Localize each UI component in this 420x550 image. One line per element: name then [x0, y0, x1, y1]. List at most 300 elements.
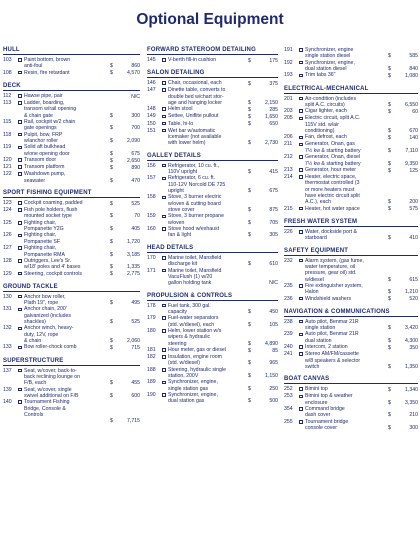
option-description [168, 57, 248, 63]
currency-symbol: $ [388, 108, 391, 115]
description-line: Helm stool [168, 106, 193, 113]
option-description [24, 245, 110, 258]
section [3, 190, 140, 278]
section-title: SUPERSTRUCTURE [3, 358, 140, 366]
option-number: 255 [284, 418, 293, 425]
option-item [284, 331, 418, 344]
checkbox[interactable] [299, 333, 303, 337]
option-price: 650 [269, 121, 278, 128]
option-item [284, 229, 418, 242]
description-line: pressure, gear oil) std. [305, 270, 357, 277]
option-description [168, 80, 248, 86]
option-description [24, 132, 110, 145]
option-description [168, 354, 248, 367]
option-number: 239 [284, 331, 293, 338]
option-description [24, 207, 110, 220]
option-item [3, 70, 140, 77]
checkbox[interactable] [18, 133, 22, 137]
option-item [284, 108, 418, 115]
option-item [3, 418, 140, 424]
currency-symbol: $ [110, 345, 113, 352]
currency-symbol: $ [248, 80, 251, 87]
description-line: capacity [168, 308, 188, 315]
checkbox[interactable] [18, 369, 22, 373]
option-item [147, 113, 278, 120]
option-number: 147 [147, 87, 156, 94]
description-line: conditioning) [305, 128, 335, 134]
checkbox[interactable] [18, 388, 22, 392]
currency-symbol: $ [388, 325, 391, 332]
checkbox[interactable] [18, 94, 22, 98]
option-item [3, 164, 140, 171]
description-line: Solid aft bulkhead [24, 144, 66, 151]
description-line: Hawse pipe, pair [24, 92, 63, 99]
option-item [147, 121, 278, 128]
currency-symbol: $ [388, 344, 391, 351]
checkbox[interactable] [18, 58, 22, 62]
option-item [147, 194, 278, 213]
option-description [305, 319, 388, 332]
checkbox[interactable] [299, 48, 303, 52]
checkbox[interactable] [299, 352, 303, 356]
checkbox[interactable] [18, 272, 22, 276]
option-number: 112 [3, 92, 12, 99]
checkbox[interactable] [162, 269, 166, 273]
description-line: dual station [305, 337, 332, 344]
currency-symbol: $ [110, 125, 113, 132]
checkbox[interactable] [162, 58, 166, 62]
section-title: ELECTRICAL-MECHANICAL [284, 86, 418, 94]
description-line: anti-foul [24, 63, 43, 70]
checkbox[interactable] [162, 368, 166, 372]
checkbox[interactable] [162, 164, 166, 168]
option-description [305, 72, 388, 78]
description-line: Generator, hour meter [305, 166, 357, 173]
checkbox[interactable] [299, 345, 303, 349]
checkbox[interactable] [18, 158, 22, 162]
option-price: 375 [269, 80, 278, 87]
option-item [3, 271, 140, 278]
currency-symbol: $ [388, 363, 391, 370]
section-title: FORWARD STATEROOM DETAILING [147, 47, 278, 55]
description-line: Bow roller-chock comb [24, 344, 77, 351]
checkbox[interactable] [18, 146, 22, 150]
option-item [3, 119, 140, 132]
checkbox[interactable] [18, 400, 22, 404]
checkbox[interactable] [18, 101, 22, 105]
checkbox[interactable] [162, 88, 166, 92]
checkbox[interactable] [299, 230, 303, 234]
section-title: HULL [3, 47, 140, 55]
checkbox[interactable] [162, 316, 166, 320]
checkbox[interactable] [18, 246, 22, 250]
option-price: 4,570 [127, 70, 140, 77]
option-item [147, 226, 278, 239]
option-number: 211 [284, 141, 293, 148]
description-line: Synchronizer, engine, [168, 392, 218, 399]
option-item [147, 255, 278, 268]
checkbox[interactable] [18, 327, 22, 331]
section-title: NAVIGATION & COMMUNICATIONS [284, 309, 418, 317]
option-description [305, 229, 388, 242]
column-2 [147, 47, 278, 411]
option-item [3, 93, 140, 100]
option-price: 700 [131, 125, 140, 132]
option-description [24, 325, 110, 344]
option-number: 128 [3, 257, 12, 264]
checkbox[interactable] [162, 81, 166, 85]
option-item [3, 200, 140, 207]
currency-symbol: $ [110, 251, 113, 258]
checkbox[interactable] [18, 346, 22, 350]
option-description [24, 232, 110, 245]
description-line: Synchronizer, engine [305, 47, 354, 53]
description-line: double bed w/chart stor- [168, 93, 224, 100]
option-description [24, 57, 110, 70]
checkbox[interactable] [18, 172, 22, 176]
option-number: 146 [147, 80, 156, 87]
option-price: 1,650 [265, 114, 278, 121]
option-price: 600 [131, 392, 140, 399]
option-price: 890 [131, 164, 140, 171]
description-line: Washdown pump, [24, 171, 66, 178]
checkbox[interactable] [299, 407, 303, 411]
option-description [305, 283, 388, 296]
checkbox[interactable] [18, 221, 22, 225]
option-item [284, 174, 418, 206]
option-description [305, 406, 388, 419]
currency-symbol: $ [248, 188, 251, 195]
option-item [284, 393, 418, 406]
option-item [3, 245, 140, 258]
currency-symbol: $ [248, 219, 251, 226]
section [147, 293, 278, 405]
section-title: GROUND TACKLE [3, 284, 140, 292]
description-line: Fuel-water separators [168, 315, 219, 322]
description-line: (std. w/diesel) [168, 360, 200, 367]
option-price: 520 [409, 296, 418, 303]
checkbox[interactable] [299, 136, 303, 140]
currency-symbol: $ [110, 200, 113, 207]
option-description [305, 108, 388, 114]
section [147, 70, 278, 147]
option-price: 1,150 [265, 373, 278, 380]
checkbox[interactable] [162, 355, 166, 359]
option-number: 180 [147, 327, 156, 334]
option-description [305, 154, 388, 167]
currency-symbol: $ [388, 387, 391, 393]
option-description [24, 157, 110, 163]
checkbox[interactable] [299, 143, 303, 147]
description-line: Command bridge [305, 406, 345, 413]
checkbox[interactable] [162, 227, 166, 231]
description-line: enclosure [305, 399, 328, 406]
option-number: 354 [284, 406, 293, 413]
option-price: 2,730 [265, 140, 278, 147]
currency-symbol: $ [110, 164, 113, 171]
description-line: age and hanging locker [168, 99, 222, 106]
option-description [168, 347, 248, 353]
description-line: Transom door [24, 157, 57, 164]
option-description [305, 331, 388, 344]
option-number: 125 [3, 219, 12, 226]
option-description [305, 419, 388, 432]
option-number: 120 [3, 157, 12, 164]
option-item [284, 319, 418, 332]
checkbox[interactable] [162, 329, 166, 333]
currency-symbol: $ [388, 66, 391, 73]
checkbox[interactable] [299, 97, 303, 101]
description-line: Stereo AM/FM/cassette [305, 351, 359, 358]
option-description [168, 121, 248, 127]
description-line: Anchor bow roller, [24, 293, 66, 300]
description-line: & chain gate [24, 112, 53, 119]
checkbox[interactable] [18, 208, 22, 212]
option-description [305, 47, 388, 60]
description-line: thermostat controlled (3 [305, 180, 360, 187]
section [284, 47, 418, 80]
description-line: seawater [24, 177, 46, 184]
checkbox[interactable] [299, 175, 303, 179]
description-line: Halon [305, 289, 319, 296]
option-price: 7,110 [405, 147, 418, 154]
description-line: Dinette table, converts to [168, 87, 226, 94]
description-line: Seat, w/cover, back-to- [24, 367, 77, 374]
option-item [3, 132, 140, 145]
description-line: console cover [305, 425, 338, 432]
option-price: 4,890 [265, 340, 278, 347]
currency-symbol: $ [388, 101, 391, 108]
option-number: 235 [284, 282, 293, 289]
option-item [284, 206, 418, 213]
description-line: Heater, hot water space [305, 205, 360, 212]
description-line: Bimini top & weather [305, 393, 353, 400]
checkbox[interactable] [162, 381, 166, 385]
option-description [24, 306, 110, 325]
option-number: 121 [3, 164, 12, 171]
currency-symbol: $ [388, 296, 391, 303]
checkbox[interactable] [18, 120, 22, 124]
option-description [168, 392, 248, 405]
currency-symbol: $ [388, 425, 391, 432]
option-number: 205 [284, 115, 293, 122]
currency-symbol: $ [110, 264, 113, 271]
checkbox[interactable] [162, 196, 166, 200]
description-line: dual station gas [168, 398, 205, 405]
checkbox[interactable] [299, 168, 303, 172]
description-line: Stove, 3 burner propane [168, 213, 224, 220]
description-line: swivel additional on F/B [24, 392, 79, 399]
option-price: 60 [412, 108, 418, 115]
option-item [284, 167, 418, 174]
option-number: 131 [3, 306, 12, 313]
option-price: 2,060 [127, 338, 140, 345]
section [147, 153, 278, 239]
description-line: Heater, electric space, [305, 173, 357, 180]
checkbox[interactable] [162, 177, 166, 181]
description-line: A.C.), each [305, 199, 331, 206]
option-description [168, 213, 248, 226]
description-line: Rail, cockpit w/2 chain [24, 118, 76, 125]
option-price: 470 [131, 177, 140, 184]
option-price: 200 [409, 199, 418, 206]
checkbox[interactable] [299, 109, 303, 113]
option-number: 123 [3, 199, 12, 206]
description-line: Steering, cockpit controls [24, 270, 82, 277]
option-price: 305 [269, 232, 278, 239]
description-line: w/one opening door [24, 150, 70, 157]
option-price: 3,420 [405, 325, 418, 332]
description-line: shackles) [24, 319, 46, 326]
checkbox[interactable] [299, 320, 303, 324]
section-title: SPORT FISHING EQUIPMENT [3, 190, 140, 198]
option-number: 160 [147, 226, 156, 233]
option-price: 210 [409, 412, 418, 419]
checkbox[interactable] [18, 308, 22, 312]
checkbox[interactable] [162, 256, 166, 260]
checkbox[interactable] [162, 304, 166, 308]
checkbox[interactable] [162, 215, 166, 219]
option-price: 250 [269, 385, 278, 392]
description-line: discharge kit [168, 261, 198, 268]
option-item [284, 115, 418, 134]
option-price: 450 [269, 308, 278, 315]
checkbox[interactable] [162, 122, 166, 126]
description-line: Fish pole holders, flush [24, 207, 78, 214]
option-item [284, 386, 418, 393]
checkbox[interactable] [299, 297, 303, 301]
option-number: 130 [3, 293, 12, 300]
checkbox[interactable] [299, 387, 303, 391]
checkbox[interactable] [18, 165, 22, 169]
description-line: Table, hi-lo [168, 120, 194, 127]
checkbox[interactable] [299, 117, 303, 121]
checkbox[interactable] [299, 284, 303, 288]
checkbox[interactable] [162, 129, 166, 133]
currency-symbol: $ [248, 385, 251, 392]
option-item [147, 80, 278, 87]
option-number: 238 [284, 318, 293, 325]
description-line: Plath 19", rope [24, 300, 59, 306]
option-description [168, 175, 248, 194]
option-number: 179 [147, 315, 156, 322]
option-item [284, 60, 418, 73]
currency-symbol: $ [388, 337, 391, 344]
section [284, 219, 418, 242]
description-line: Trim tabs 36" [305, 72, 336, 79]
section [284, 86, 418, 213]
description-line: V-berth fill-in cushion [168, 57, 217, 63]
section-title: SALON DETAILING [147, 70, 278, 78]
checkbox[interactable] [18, 259, 22, 263]
description-line: F/B, each [24, 380, 47, 387]
currency-symbol: $ [248, 114, 251, 121]
option-description [168, 163, 248, 176]
option-item [147, 379, 278, 392]
description-line: Transom platform [24, 164, 65, 171]
checkbox[interactable] [162, 393, 166, 397]
option-price: N/C [269, 280, 278, 287]
option-description [24, 144, 110, 157]
description-line: Wet bar w/automatic [168, 127, 216, 134]
option-number: 103 [3, 57, 12, 63]
checkbox[interactable] [18, 201, 22, 205]
option-price: 2,090 [127, 138, 140, 144]
option-item [284, 406, 418, 419]
option-item [284, 96, 418, 109]
checkbox[interactable] [299, 207, 303, 211]
description-line: Stove, 3 burner electric [168, 194, 222, 201]
currency-symbol: $ [110, 150, 113, 157]
currency-symbol: $ [248, 308, 251, 315]
description-line: Settee, Uniflite pullout [168, 113, 219, 120]
checkbox[interactable] [299, 259, 303, 263]
description-line: w/oven & cutting board [168, 200, 221, 207]
option-price: 1,350 [405, 363, 418, 370]
option-price: 410 [409, 235, 418, 242]
option-item [3, 294, 140, 307]
checkbox[interactable] [162, 107, 166, 111]
currency-symbol: $ [388, 160, 391, 167]
checkbox[interactable] [299, 395, 303, 399]
option-item [284, 47, 418, 60]
currency-symbol: $ [388, 73, 391, 80]
checkbox[interactable] [18, 71, 22, 75]
option-item [284, 344, 418, 351]
currency-symbol: $ [110, 380, 113, 387]
option-price: 495 [131, 300, 140, 306]
option-price: 1,080 [405, 73, 418, 80]
currency-symbol: $ [110, 157, 113, 164]
option-item [284, 72, 418, 79]
option-price: 140 [409, 135, 418, 142]
checkbox[interactable] [299, 74, 303, 78]
currency-symbol: $ [388, 235, 391, 242]
currency-symbol: $ [388, 199, 391, 206]
checkbox[interactable] [299, 61, 303, 65]
option-price: 670 [409, 128, 418, 134]
description-line: 110V upright [168, 169, 198, 176]
option-number: 182 [147, 354, 156, 361]
option-price: 300 [131, 112, 140, 119]
option-price: 350 [409, 344, 418, 351]
description-line: or more heaters must [305, 186, 355, 193]
option-price: 840 [409, 66, 418, 73]
option-item [147, 268, 278, 287]
checkbox[interactable] [162, 115, 166, 119]
option-item [147, 315, 278, 328]
description-line: 7½ kw & starting battery [305, 147, 361, 154]
description-line: Hour meter, gas or diesel [168, 346, 226, 353]
description-line: (std. w/diesel), each [168, 321, 215, 328]
description-line: Tournament bridge [305, 418, 349, 425]
description-line: Air-condition (includes [305, 95, 357, 102]
checkbox[interactable] [162, 348, 166, 352]
description-line: w/8 speakers & selector [305, 357, 361, 364]
description-line: Generator, Onan, diesel [305, 154, 361, 161]
description-line: wipers & hydraulic [168, 334, 211, 341]
option-description [24, 220, 110, 233]
option-description [168, 128, 248, 147]
option-item [3, 157, 140, 164]
checkbox[interactable] [299, 155, 303, 159]
checkbox[interactable] [18, 234, 22, 238]
description-line: steering [168, 340, 187, 347]
option-description [305, 167, 388, 173]
option-number: 193 [284, 72, 293, 79]
checkbox[interactable] [299, 420, 303, 424]
checkbox[interactable] [18, 295, 22, 299]
